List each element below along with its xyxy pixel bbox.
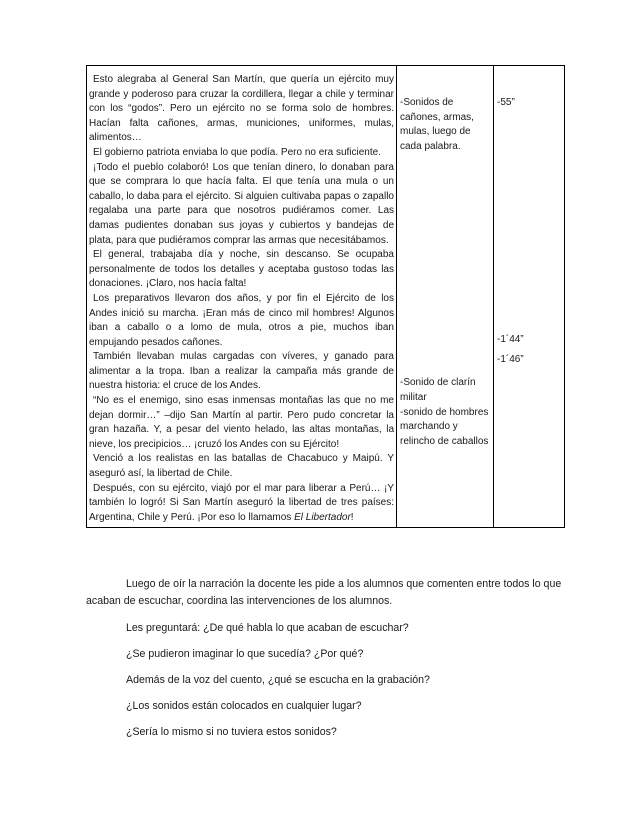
question-line: ¿Los sonidos están colocados en cualquier lugar?: [126, 700, 362, 712]
narration-text: Después, con su ejército, viajó por el mar para liberar a Perú… ¡Y también lo logró! Si San Martín aseguró la libertad de tres países: Argentina, Chile y Perú. ¡Por eso lo llamamos: [89, 482, 394, 523]
narration-paragraph: Venció a los realistas en las batallas de Chacabuco y Maipú. Y aseguró así, la libertad de Chile.: [89, 453, 394, 480]
narration-paragraph: También llevaban mulas cargadas con víveres, y ganado para alimentar a la tropa. Iban a realizar la campaña más grande de nuestra historia: el cruce de los Andes.: [89, 351, 394, 392]
time-group: [497, 96, 561, 111]
narration-paragraph: “No es el enemigo, sino esas inmensas montañas las que no me dejan dormir…” –dijo San Martín al partir. Pero pudo concretar la gran hazaña. Y, a pesar del viento helado, las altas montañas, la nieve, los precipicios… ¡cruzó los Andes con su Ejército!: [89, 395, 394, 450]
sound-cue-group: [400, 376, 490, 449]
time-mark: -1´46”: [497, 354, 524, 366]
sound-cue: -Sonidos de cañones, armas, mulas, luego de cada palabra.: [400, 97, 474, 152]
time-mark: -1´44”: [497, 333, 524, 345]
narration-paragraph: Los preparativos llevaron dos años, y por fin el Ejército de los Andes inició su marcha. ¡Eran más de cinco mil hombres! Algunos iban a caballo o a lomo de mula, otros a pie, muchos iban empujando pesados cañones.: [89, 292, 394, 348]
question-line: ¿Sería lo mismo si no tuviera estos sonidos?: [126, 726, 337, 738]
question-line: Además de la voz del cuento, ¿qué se escucha en la grabación?: [126, 674, 430, 686]
narration-paragraph: El general, trabajaba día y noche, sin descanso. Se ocupaba personalmente de todos los detalles y aceptaba gustoso todas las donaciones. ¡Claro, nos hacía falta!: [89, 249, 394, 290]
question-line: ¿Se pudieron imaginar lo que sucedía? ¿Por qué?: [126, 648, 364, 660]
script-table: [86, 65, 565, 528]
question-line: Les preguntará: ¿De qué habla lo que acaban de escuchar?: [126, 622, 409, 634]
sound-cue-group: [400, 96, 490, 154]
sounds-cell: [397, 66, 494, 528]
narration-italic-title: El Libertador: [294, 511, 351, 523]
narration-paragraph-final: [89, 482, 394, 526]
intro-paragraph: Luego de oír la narración la docente les pide a los alumnos que comenten entre todos lo que acaban de escuchar, coordina las intervenciones de los alumnos.: [86, 578, 562, 607]
times-cell: [494, 66, 565, 528]
narration-paragraph: El gobierno patriota enviaba lo que podía. Pero no era suficiente.: [93, 146, 381, 158]
time-mark: -55”: [497, 97, 515, 108]
narration-text: !: [350, 511, 354, 523]
narration-paragraph: Esto alegraba al General San Martín, que quería un ejército muy grande y poderoso para cruzar la cordillera, llegar a chile y terminar con los “godos”. Pero un ejército no se forma solo de hombres. Hacían falta cañones, armas, municiones, uniformes, mulas, alimentos…: [89, 74, 394, 144]
narration-cell: [87, 66, 397, 528]
sound-cue: -Sonido de clarín militar: [400, 377, 476, 403]
time-group: [497, 333, 561, 368]
narration-paragraph: ¡Todo el pueblo colaboró! Los que tenían dinero, lo donaban para que se comprara lo que hacía falta. El que tenía una mula o un caballo, lo daba para el ejército. Si alguien cultivaba papas o zapallo regalaba una parte para que nosotros pudiéramos comer. Las damas pudientes donaban sus joyas y cubiertos y bandejas de plata, para que pudiéramos comprar las armas que necesitábamos.: [89, 161, 394, 246]
table-row: [87, 66, 565, 528]
sound-cue: -sonido de hombres marchando y relincho de caballos: [400, 406, 489, 447]
